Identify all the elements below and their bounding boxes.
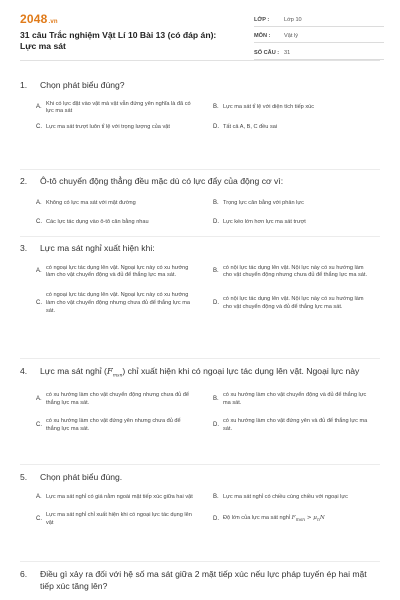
meta-row-class	[254, 14, 384, 27]
option-text: Lực kéo lớn hơn lực ma sát trượt	[223, 219, 306, 226]
question-2	[20, 176, 380, 227]
document-title: 31 câu Trắc nghiệm Vật Lí 10 Bài 13 (có đáp án): Lực ma sát	[20, 30, 217, 51]
option-text: Tất cả A, B, C đều sai	[223, 124, 278, 131]
question-text-part: Lực ma sát nghỉ (	[40, 366, 107, 376]
option-text: có nội lực tác dụng lên vật. Nội lực này có xu hướng làm cho vật chuyển động và đủ để thắng lực ma sát.	[223, 295, 364, 310]
option-letter: D.	[213, 219, 219, 226]
question-5	[20, 472, 380, 528]
option-a[interactable]	[36, 101, 203, 117]
question-text: Lực ma sát nghỉ xuất hiện khi:	[40, 243, 155, 253]
option-text-part: Độ lớn của lực ma sát nghỉ	[223, 515, 291, 522]
question-3	[20, 243, 380, 315]
logo-suffix: .vn	[48, 19, 58, 25]
formula-variable: F	[291, 515, 296, 522]
question-text: Chọn phát biểu đúng?	[40, 80, 125, 90]
option-letter: A.	[36, 104, 42, 111]
option-d[interactable]	[213, 512, 380, 528]
option-c[interactable]	[36, 219, 203, 227]
option-letter: A.	[36, 493, 42, 500]
meta-row-subject	[254, 31, 384, 44]
formula-subscript: msn	[112, 373, 123, 379]
meta-row-count	[254, 47, 384, 60]
option-b[interactable]	[213, 101, 380, 117]
option-c[interactable]	[36, 292, 203, 315]
meta-value: Lớp 10	[284, 16, 302, 23]
option-text: Các lực tác dụng vào ô-tô cân bằng nhau	[46, 219, 149, 226]
formula-operator: > μ	[305, 515, 317, 522]
option-c[interactable]	[36, 124, 203, 132]
option-a[interactable]	[36, 265, 203, 281]
question-1	[20, 80, 380, 132]
answer-options	[36, 494, 380, 528]
document-meta	[254, 14, 384, 64]
logo-text: 2048	[20, 12, 48, 26]
meta-key: SỐ CÂU :	[254, 49, 280, 56]
question-divider	[20, 358, 380, 359]
option-text: có ngoại lực tác dụng lên vật. Ngoại lực này có xu hướng làm cho vật chuyển động và đủ để thắng lực ma sát.	[46, 264, 189, 279]
option-text: Lực ma sát nghỉ có giá nằm ngoài mặt tiếp xúc giữa hai vật	[46, 493, 193, 500]
option-c[interactable]	[36, 512, 203, 528]
option-letter: A.	[36, 268, 42, 275]
option-text: Lực ma sát nghỉ chỉ xuất hiện khi có ngoại lực tác dụng lên vật	[46, 512, 192, 527]
formula-subscript: msn	[295, 518, 306, 524]
option-text: Trọng lực cân bằng với phản lực	[223, 199, 304, 206]
question-number: 6.	[20, 569, 28, 579]
option-text: Lực ma sát nghỉ có chiều cùng chiều với ngoại lực	[223, 493, 348, 500]
question-heading	[20, 80, 380, 92]
question-heading	[20, 569, 380, 592]
question-number: 2.	[20, 176, 28, 186]
option-letter: C.	[36, 219, 42, 226]
question-text: Chọn phát biểu đúng.	[40, 472, 123, 482]
option-b[interactable]	[213, 200, 380, 208]
option-letter: C.	[36, 299, 42, 306]
option-d[interactable]	[213, 292, 380, 315]
question-divider	[20, 169, 380, 170]
option-d[interactable]	[213, 124, 380, 132]
option-text: có nội lực tác dụng lên vật. Nội lực này có xu hướng làm cho vật chuyển động nhưng chưa đủ để thắng lực ma sát.	[223, 264, 368, 279]
option-letter: A.	[36, 396, 42, 403]
formula-subscript: n	[316, 518, 320, 524]
option-text: có xu hướng làm cho vật chuyển động nhưng chưa đủ để thắng lực ma sát.	[46, 392, 190, 407]
answer-options	[36, 101, 380, 132]
option-text: Lực ma sát tỉ lệ với diện tích tiếp xúc	[223, 104, 315, 111]
friction-force-symbol	[107, 367, 122, 377]
friction-inequality-formula	[291, 515, 325, 524]
question-text	[40, 366, 380, 382]
question-number: 1.	[20, 80, 28, 90]
meta-value: 31	[284, 49, 291, 56]
option-a[interactable]	[36, 392, 203, 408]
option-letter: C.	[36, 516, 42, 523]
question-6	[20, 569, 380, 592]
question-number: 4.	[20, 366, 28, 376]
question-heading	[20, 366, 380, 382]
option-text: có xu hướng làm cho vật chuyển động và đủ để thắng lực ma sát.	[223, 392, 367, 407]
question-heading	[20, 176, 380, 188]
site-logo[interactable]	[20, 12, 58, 26]
question-divider	[20, 236, 380, 237]
option-letter: C.	[36, 124, 42, 131]
option-b[interactable]	[213, 392, 380, 408]
question-4	[20, 366, 380, 433]
option-d[interactable]	[213, 418, 380, 434]
option-text	[223, 515, 380, 525]
option-letter: B.	[213, 268, 219, 275]
answer-options	[36, 265, 380, 316]
question-divider	[20, 561, 380, 562]
question-text: Điều gì xảy ra đối với hệ số ma sát giữa 2 mặt tiếp xúc nếu lực pháp tuyến ép hai mặt tiếp xúc tăng lên?	[40, 569, 367, 591]
formula-variable: N	[319, 515, 325, 522]
question-number: 5.	[20, 472, 28, 482]
option-letter: A.	[36, 199, 42, 206]
question-heading	[20, 243, 380, 255]
formula-variable: F	[106, 367, 113, 377]
header-divider	[20, 60, 380, 61]
option-a[interactable]	[36, 200, 203, 208]
answer-options	[36, 200, 380, 228]
option-letter: B.	[213, 199, 219, 206]
option-b[interactable]	[213, 265, 380, 281]
option-letter: C.	[36, 421, 42, 428]
option-letter: B.	[213, 396, 219, 403]
option-a[interactable]	[36, 494, 203, 502]
option-letter: D.	[213, 421, 219, 428]
option-c[interactable]	[36, 418, 203, 434]
question-divider	[20, 464, 380, 465]
option-b[interactable]	[213, 494, 380, 502]
option-letter: D.	[213, 516, 219, 523]
question-number: 3.	[20, 243, 28, 253]
question-text-part: ) chỉ xuất hiện khi có ngoại lực tác dụng lên vật. Ngoại lực này	[122, 366, 360, 376]
question-text: Ô-tô chuyển động thẳng đều mặc dù có lực đẩy của động cơ vì:	[40, 176, 284, 186]
option-text: Không có lực ma sát với mặt đường	[46, 199, 136, 206]
option-letter: B.	[213, 493, 219, 500]
meta-key: LỚP :	[254, 16, 270, 23]
option-text: có xu hướng làm cho vật đứng yên nhưng chưa đủ để thắng lực ma sát.	[46, 417, 181, 432]
meta-key: MÔN :	[254, 33, 271, 40]
answer-options	[36, 392, 380, 433]
question-heading	[20, 472, 380, 484]
option-text: có xu hướng làm cho vật đứng yên và đủ để thắng lực ma sát.	[223, 417, 368, 432]
option-d[interactable]	[213, 219, 380, 227]
meta-value: Vật lý	[284, 33, 298, 40]
option-letter: D.	[213, 124, 219, 131]
option-text: có ngoại lực tác dụng lên vật. Ngoại lực này có xu hướng làm cho vật chuyển động nhưng chưa đủ để thắng lực ma sát.	[46, 292, 191, 314]
option-text: Khi có lực đặt vào vật mà vật vẫn đứng yên nghĩa là đã có lực ma sát	[46, 100, 191, 115]
option-text: Lực ma sát trượt luôn tỉ lệ với trọng lượng của vật	[46, 124, 170, 131]
option-letter: B.	[213, 104, 219, 111]
option-letter: D.	[213, 299, 219, 306]
